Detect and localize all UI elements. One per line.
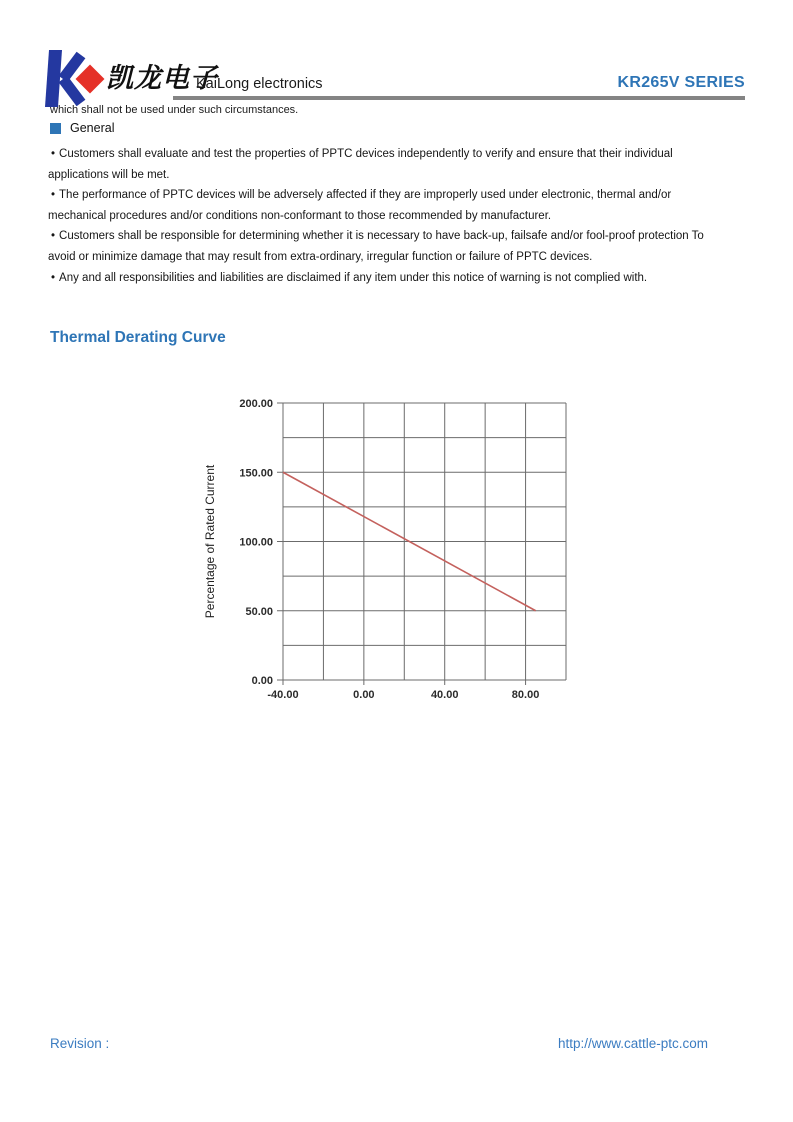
intro-line: which shall not be used under such circumstances. [50,104,299,116]
y-tick-label: 200.00 [239,398,273,410]
x-tick-label: 80.00 [511,689,540,701]
company-chinese-name: 凯龙电子 [106,63,218,94]
header-divider [173,96,745,100]
y-tick-label: 150.00 [239,467,273,480]
bullet-icon: • [51,189,56,202]
website-link[interactable]: http://www.cattle-ptc.com [557,1036,708,1051]
notice-item [48,185,732,226]
notice-item [48,268,732,289]
series-title: KR265V SERIES [617,74,745,91]
notice-item-text: The performance of PPTC devices will be adversely affected if they are improperly used under electronic, thermal and/or mechanical procedures and/or conditions non-conformant to those recommended by manufacturer. [48,189,672,222]
y-tick-label: 50.00 [245,605,273,618]
y-tick-label: 0.00 [251,675,273,687]
bullet-icon: • [51,271,56,284]
y-tick-label: 100.00 [239,536,273,549]
bullet-icon: • [51,148,56,160]
x-tick-label: 0.00 [353,689,375,701]
notice-item-text: Customers shall be responsible for determining whether it is necessary to have back-up, failsafe and/or fool-proof protection To avoid or minimize damage that may result from extra-ordinary, irregular function or failure of PPTC devices. [48,230,704,263]
notice-item-text: Customers shall evaluate and test the properties of PPTC devices independently to verify and ensure that their individual applications will be met. [48,148,673,181]
blue-square-bullet-icon [50,123,61,134]
notice-item-text: Any and all responsibilities and liabilities are disclaimed if any item under this notice of warning is not complied with. [59,271,648,284]
general-section-header [50,121,114,135]
x-tick-label: 40.00 [430,689,459,701]
company-name: KaiLong electronics [196,76,323,92]
general-section-label: General [70,121,115,135]
thermal-derating-chart [190,385,620,715]
page-section-title: Thermal Derating Curve [50,329,226,346]
revision-label: Revision : [50,1036,110,1051]
x-tick-label: -40.00 [267,689,299,701]
notice-item [48,144,732,185]
y-axis-title: Percentage of Rated Current [203,464,217,619]
notice-item [48,226,732,267]
kailong-logo-icon [45,50,107,108]
notice-list [48,144,732,288]
bullet-icon: • [51,230,56,243]
